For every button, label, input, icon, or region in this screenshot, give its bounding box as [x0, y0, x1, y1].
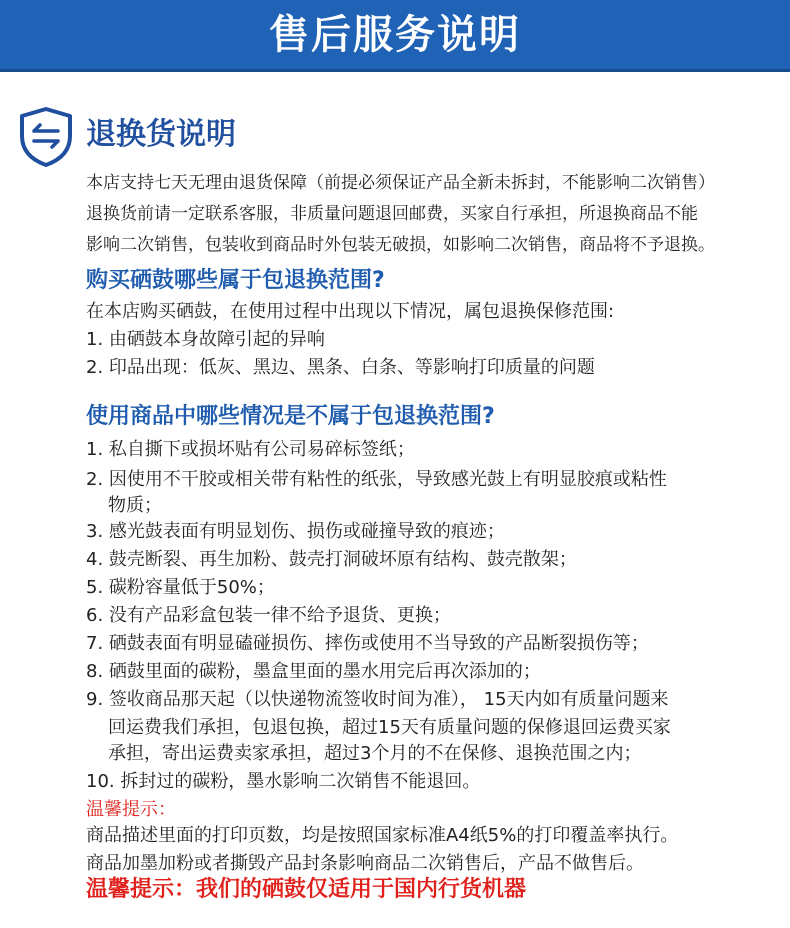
- excluded-item: 9. 签收商品那天起（以快递物流签收时间为准）， 15天内如有质量问题来: [86, 689, 669, 710]
- tips-final-warning: 温馨提示：我们的硒鼓仅适用于国内行货机器: [86, 877, 527, 902]
- excluded-item: 3. 感光鼓表面有明显划伤、损伤或碰撞导致的痕迹；: [86, 521, 505, 542]
- tips-line: 商品描述里面的打印页数，均是按照国家标准A4纸5%的打印覆盖率执行。: [86, 825, 679, 846]
- tips-line: 商品加墨加粉或者撕毁产品封条影响商品二次销售后，产品不做售后。: [86, 853, 644, 874]
- shield-return-icon: [18, 106, 74, 168]
- excluded-item: 1. 私自撕下或损坏贴有公司易碎标签纸；: [86, 439, 415, 460]
- excluded-question: 使用商品中哪些情况是不属于包退换范围?: [86, 404, 495, 429]
- excluded-item: 6. 没有产品彩盒包装一律不给予退货、更换；: [86, 605, 451, 626]
- excluded-item: 4. 鼓壳断裂、再生加粉、鼓壳打洞破坏原有结构、鼓壳散架；: [86, 549, 577, 570]
- excluded-item-continuation: 物质；: [108, 495, 162, 516]
- tips-label: 温馨提示：: [86, 799, 176, 820]
- covered-item: 1. 由硒鼓本身故障引起的异响: [86, 329, 325, 350]
- returns-line: 本店支持七天无理由退货保障（前提必须保证产品全新未拆封，不能影响二次销售）: [86, 173, 715, 193]
- covered-item: 2. 印品出现：低灰、黑边、黑条、白条、等影响打印质量的问题: [86, 357, 595, 378]
- returns-paragraph: [86, 168, 786, 261]
- returns-line: 退换货前请一定联系客服，非质量问题退回邮费，买家自行承担，所退换商品不能: [86, 204, 698, 224]
- excluded-item-continuation: 回运费我们承担，包退包换，超过15天有质量问题的保修退回运费买家: [108, 717, 671, 738]
- returns-line: 影响二次销售，包装收到商品时外包装无破损，如影响二次销售，商品将不予退换。: [86, 235, 715, 255]
- excluded-item: 2. 因使用不干胶或相关带有粘性的纸张，导致感光鼓上有明显胶痕或粘性: [86, 469, 667, 490]
- covered-question: 购买硒鼓哪些属于包退换范围?: [86, 268, 385, 293]
- excluded-item: 10. 拆封过的碳粉，墨水影响二次销售不能退回。: [86, 771, 481, 792]
- excluded-item: 5. 碳粉容量低于50%；: [86, 577, 275, 598]
- excluded-item: 7. 硒鼓表面有明显磕碰损伤、摔伤或使用不当导致的产品断裂损伤等；: [86, 633, 649, 654]
- excluded-item: 8. 硒鼓里面的碳粉，墨盒里面的墨水用完后再次添加的；: [86, 661, 541, 682]
- excluded-item-continuation: 承担，寄出运费卖家承担，超过3个月的不在保修、退换范围之内；: [108, 743, 642, 764]
- page-title: 售后服务说明: [269, 12, 521, 58]
- covered-intro: 在本店购买硒鼓，在使用过程中出现以下情况，属包退换保修范围:: [86, 301, 615, 322]
- header-banner: [0, 0, 790, 72]
- returns-heading: 退换货说明: [86, 117, 236, 152]
